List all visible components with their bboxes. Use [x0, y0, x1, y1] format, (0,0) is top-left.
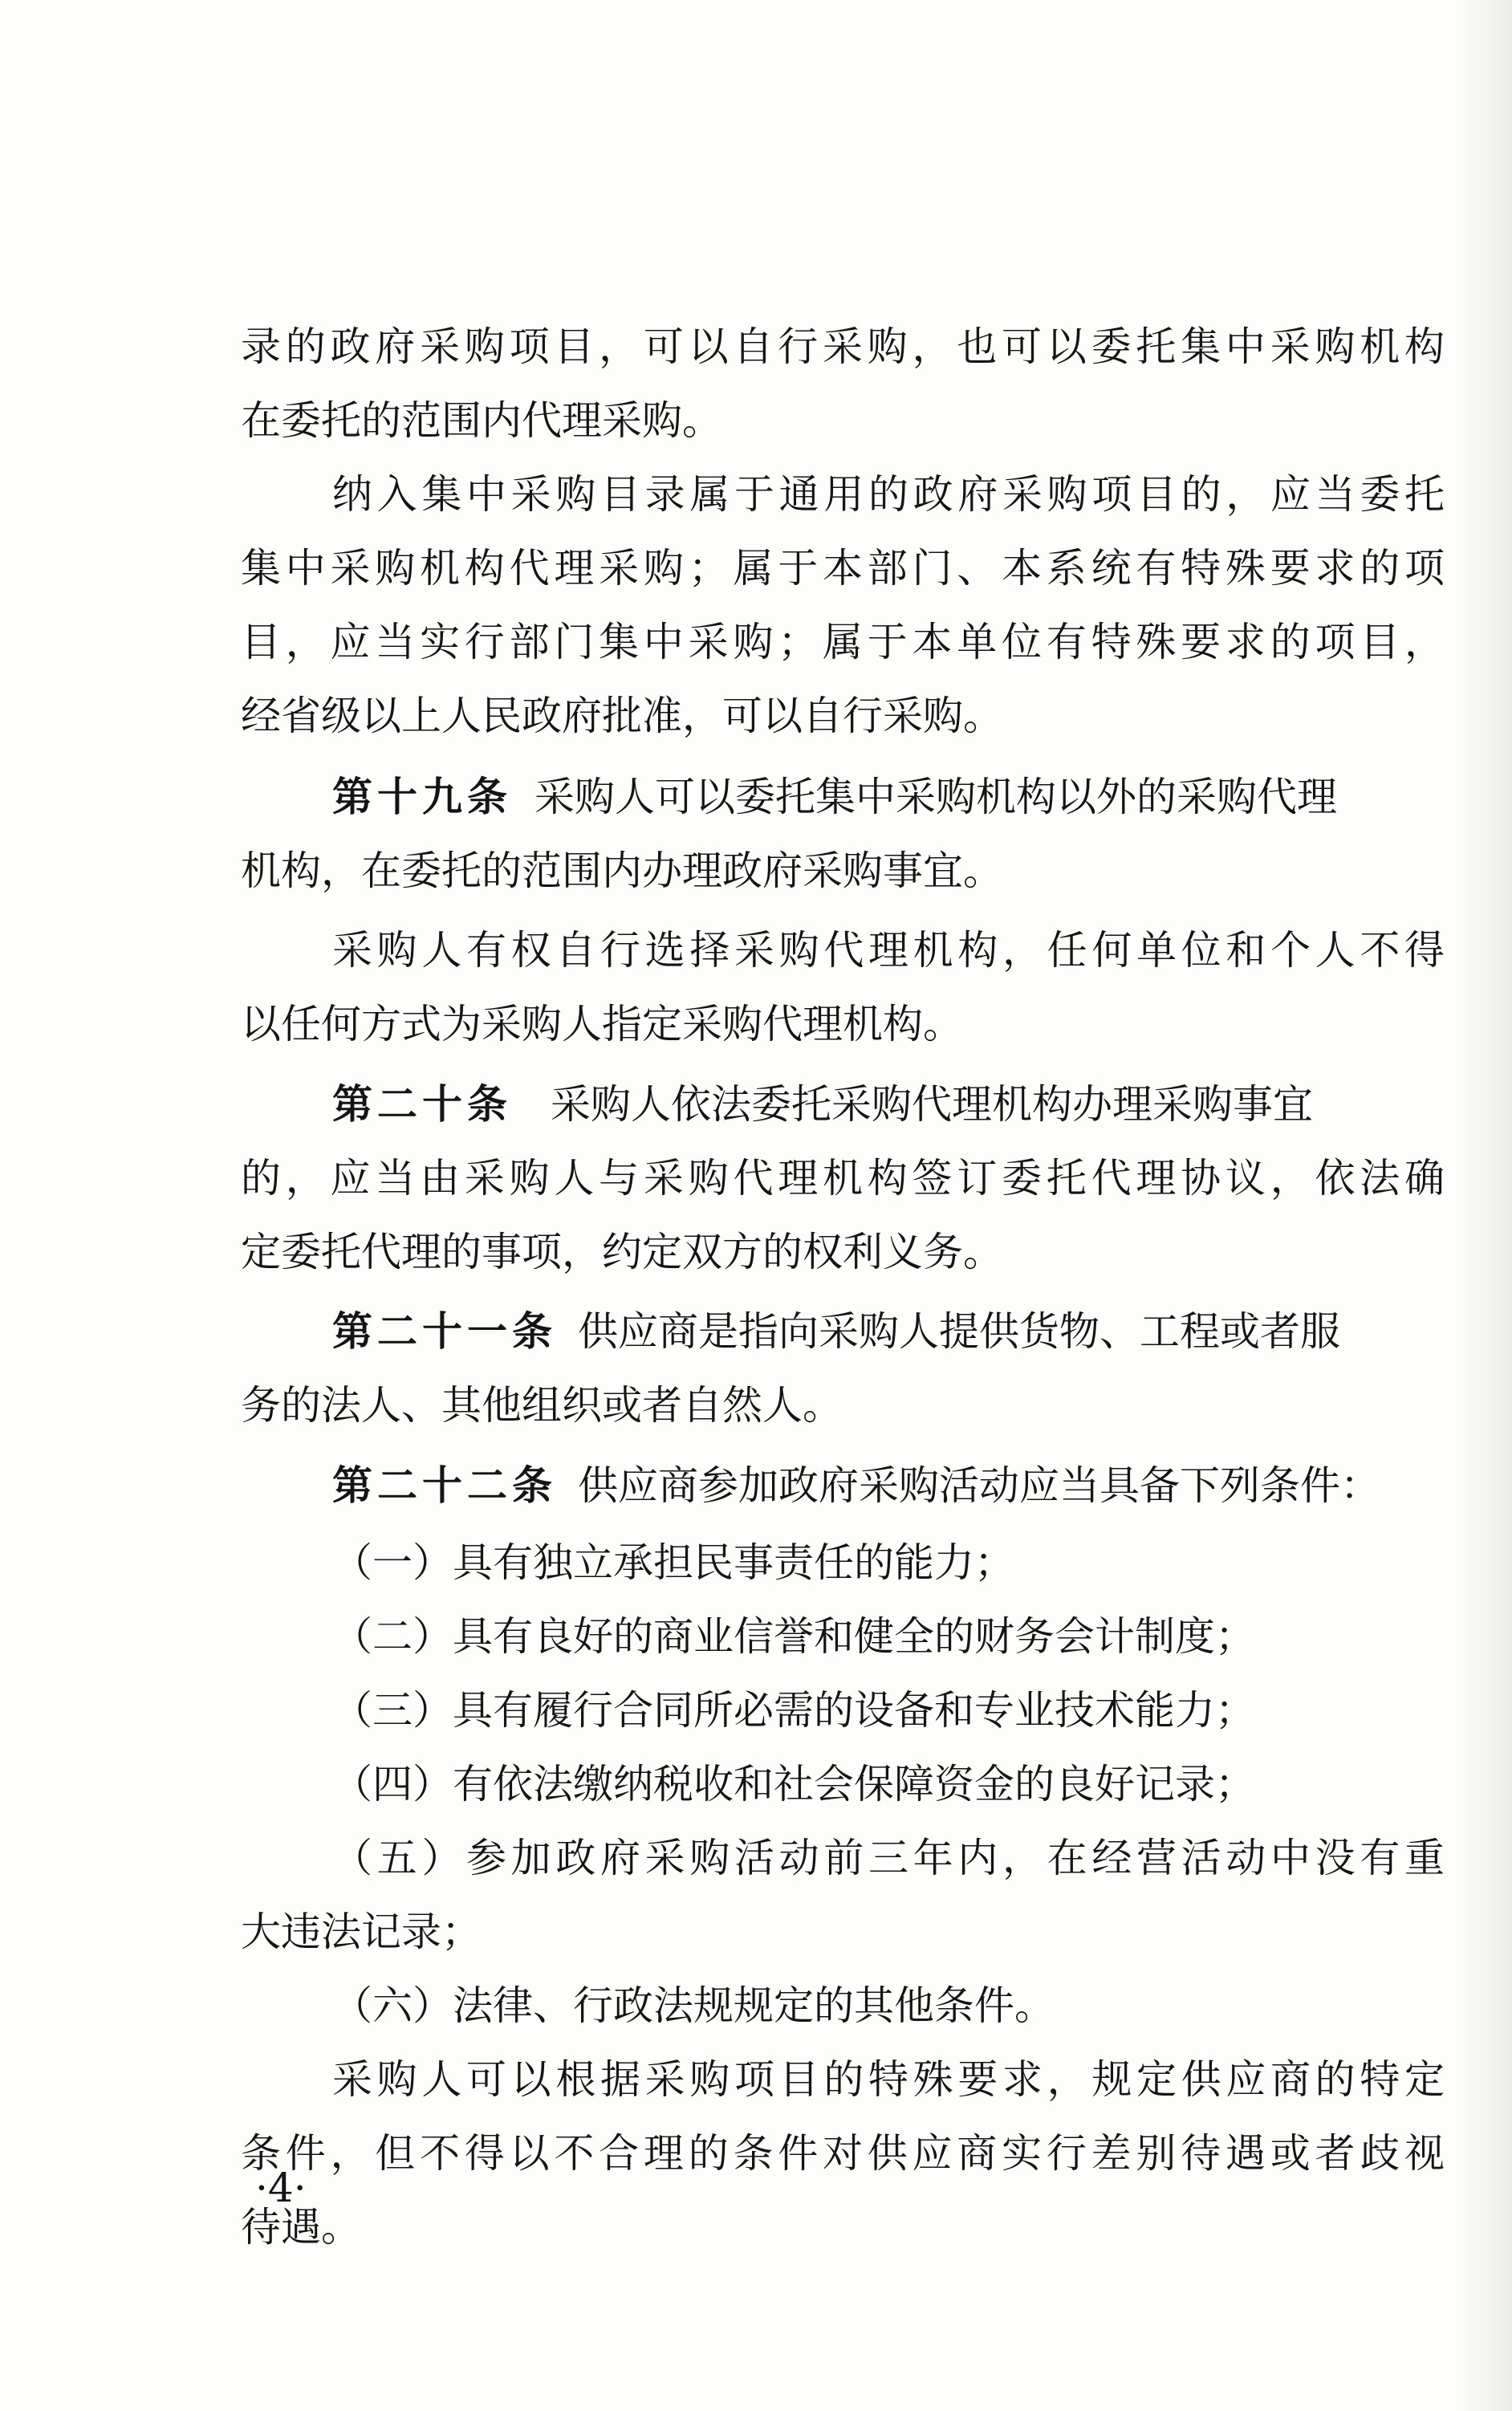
body-line: 定委托代理的事项，约定双方的权利义务。 — [241, 1229, 1003, 1275]
article-text: 采购人依法委托采购代理机构办理采购事宜 — [551, 1081, 1313, 1128]
article-number: 第二十条 — [332, 1081, 512, 1128]
body-line: 集中采购机构代理采购；属于本部门、本系统有特殊要求的项 — [241, 545, 1445, 592]
article-19-first-line — [332, 761, 1445, 833]
article-text: 采购人可以委托集中采购机构以外的采购代理 — [534, 774, 1337, 820]
body-line: 大违法记录； — [241, 1909, 482, 1955]
body-line: 条件，但不得以不合理的条件对供应商实行差别待遇或者歧视 — [241, 2130, 1445, 2177]
article-20-first-line — [332, 1068, 1445, 1140]
body-line: 机构，在委托的范围内办理政府采购事宜。 — [241, 848, 1003, 894]
body-line: 经省级以上人民政府批准，可以自行采购。 — [241, 693, 1003, 739]
body-line: 采购人有权自行选择采购代理机构，任何单位和个人不得 — [332, 927, 1445, 974]
article-number: 第十九条 — [332, 774, 512, 820]
article-text: 供应商参加政府采购活动应当具备下列条件： — [578, 1462, 1380, 1509]
article-number: 第二十二条 — [332, 1462, 557, 1509]
page-number: ·4· — [255, 2165, 307, 2211]
article-22-first-line — [332, 1449, 1445, 1522]
list-item: （六）法律、行政法规规定的其他条件。 — [332, 1982, 1055, 2029]
list-item: （二）具有良好的商业信誉和健全的财务会计制度； — [332, 1613, 1255, 1660]
list-item: （四）有依法缴纳税收和社会保障资金的良好记录； — [332, 1761, 1255, 1807]
article-text: 供应商是指向采购人提供货物、工程或者服 — [578, 1308, 1340, 1355]
body-line: 的，应当由采购人与采购代理机构签订委托代理协议，依法确 — [241, 1155, 1445, 1201]
body-line: 采购人可以根据采购项目的特殊要求，规定供应商的特定 — [332, 2056, 1445, 2103]
list-item: （一）具有独立承担民事责任的能力； — [332, 1539, 1014, 1586]
article-number: 第二十一条 — [332, 1308, 557, 1355]
body-line: 务的法人、其他组织或者自然人。 — [241, 1382, 843, 1429]
body-line: 录的政府采购项目，可以自行采购，也可以委托集中采购机构 — [241, 323, 1445, 370]
list-item: （三）具有履行合同所必需的设备和专业技术能力； — [332, 1687, 1255, 1734]
article-21-first-line — [332, 1295, 1445, 1368]
list-item: （五）参加政府采购活动前三年内，在经营活动中没有重 — [332, 1835, 1445, 1881]
body-line: 在委托的范围内代理采购。 — [241, 397, 722, 444]
body-line: 目，应当实行部门集中采购；属于本单位有特殊要求的项目， — [241, 619, 1445, 665]
body-line: 纳入集中采购目录属于通用的政府采购项目的，应当委托 — [332, 471, 1445, 518]
body-line: 待遇。 — [241, 2204, 361, 2250]
body-line: 以任何方式为采购人指定采购代理机构。 — [241, 1001, 963, 1047]
